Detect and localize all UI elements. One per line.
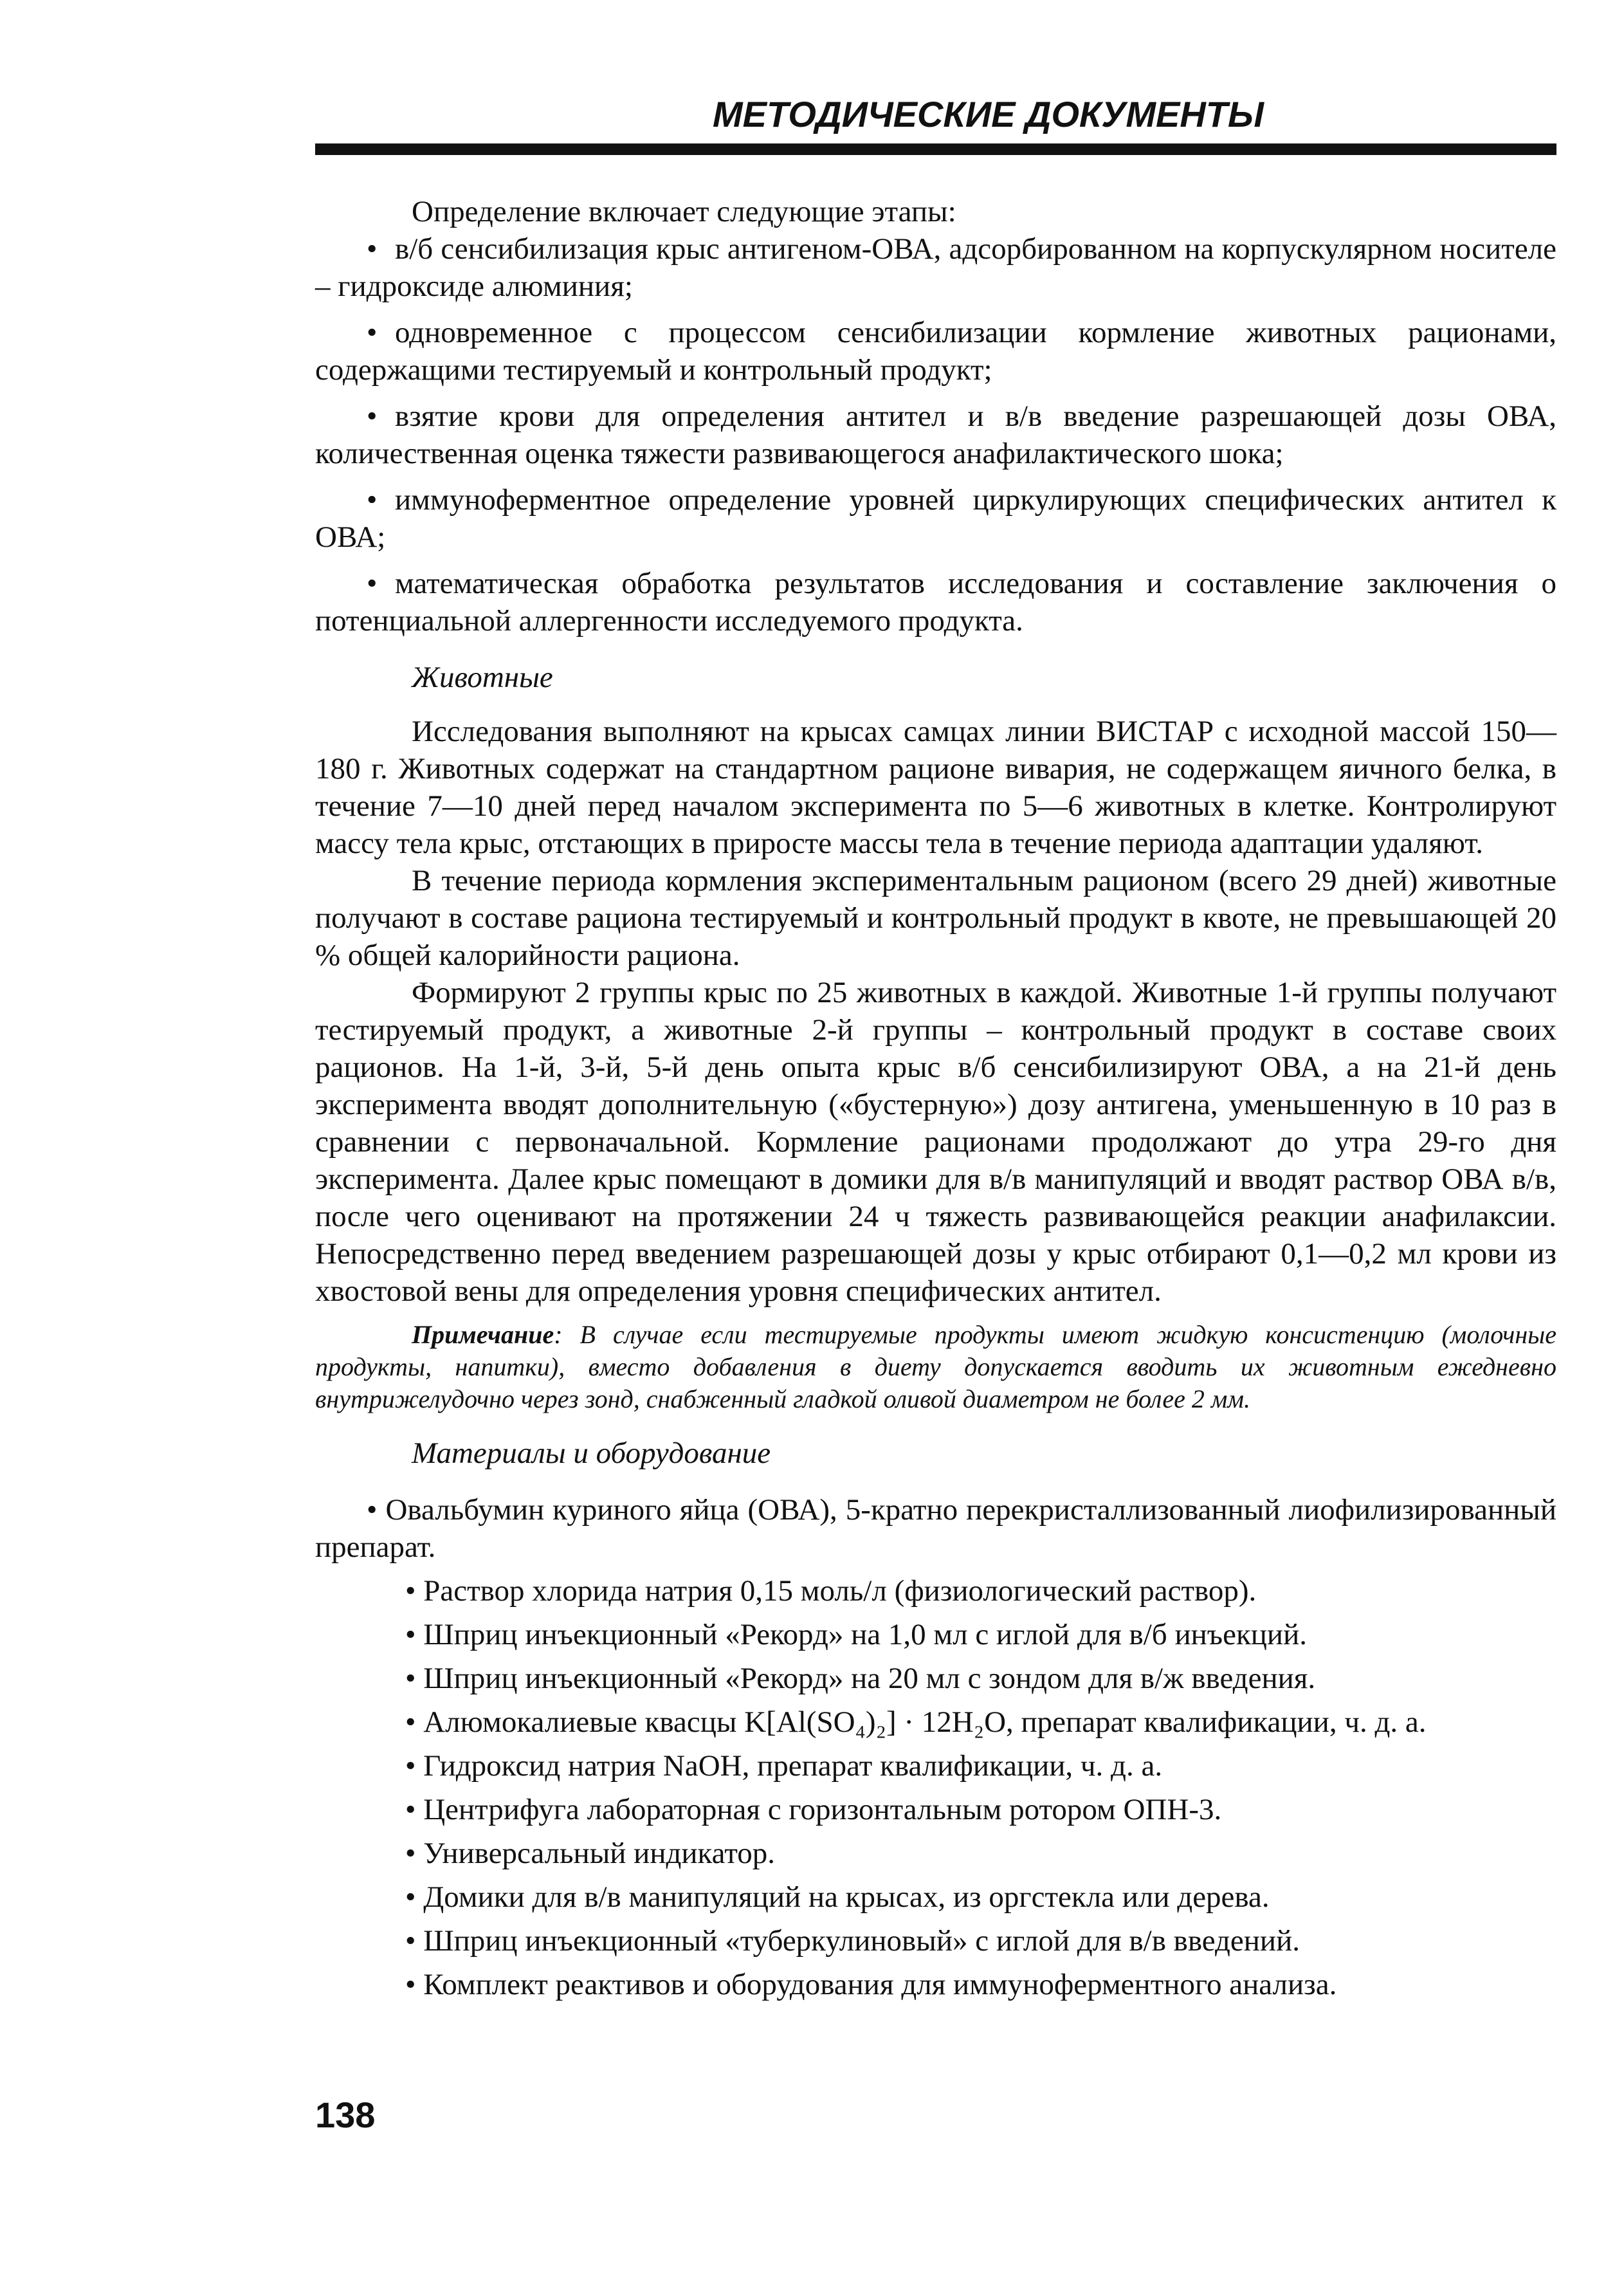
header-rule <box>315 143 1556 155</box>
bullet-icon: • <box>367 483 378 517</box>
bullet-icon: • <box>405 1880 416 1914</box>
stage-item: • взятие крови для определения антител и в/в введение разрешающей дозы ОВА, количественная оценка тяжести развивающегося анафилактического шока; <box>315 398 1556 472</box>
note-label: Примечание <box>412 1320 554 1349</box>
bullet-icon: • <box>405 1618 416 1651</box>
animals-paragraph: В течение периода кормления экспериментальным рационом (всего 29 дней) животные получают в составе рациона тестируемый и контрольный продукт в квоте, не превышающей 20 % общей калорийности рациона. <box>315 864 1556 972</box>
page-number: 138 <box>315 2095 376 2135</box>
stages-list <box>315 230 1556 639</box>
equipment-item: • Алюмокалиевые квасцы K[Al(SO₄)₂] · 12H₂O, препарат квалификации, ч. д. а. <box>405 1705 1427 1739</box>
stage-item: • иммуноферментное определение уровней циркулирующих специфических антител к ОВА; <box>315 481 1556 556</box>
stage-item: • в/б сенсибилизация крыс антигеном-ОВА, адсорбированном на корпускулярном носителе – гидроксиде алюминия; <box>315 230 1556 305</box>
animals-paragraph: Исследования выполняют на крысах самцах линии ВИСТАР с исходной массой 150—180 г. Животных содержат на стандартном рационе вивария, не содержащем яичного белка, в течение 7—10 дней перед началом эксперимента по 5—6 животных в клетке. Контролируют массу тела крыс, отстающих в приросте массы тела в течение периода адаптации удаляют. <box>315 715 1556 860</box>
stage-item: • одновременное с процессом сенсибилизации кормление животных рационами, содержащими тестируемый и контрольный продукт; <box>315 314 1556 389</box>
animals-heading: Животные <box>412 661 553 694</box>
equipment-item: • Раствор хлорида натрия 0,15 моль/л (физиологический раствор). <box>405 1574 1257 1608</box>
equipment-item: • Комплект реактивов и оборудования для иммуноферментного анализа. <box>405 1968 1337 2001</box>
bullet-icon: • <box>405 1793 416 1826</box>
intro-text: Определение включает следующие этапы: <box>412 195 956 228</box>
animals-paragraph: Формируют 2 группы крыс по 25 животных в каждой. Животные 1-й группы получают тестируемый продукт, а животные 2-й группы – контрольный продукт в составе своих рационов. На 1-й, 3-й, 5-й день опыта крыс в/б сенсибилизируют ОВА, а на 21-й день эксперимента вводят дополнительную («бустерную») дозу антигена, уменьшенную в 10 раз в сравнении с первоначальной. Кормление рационами продолжают до утра 29-го дня эксперимента. Далее крыс помещают в домики для в/в манипуляций и вводят раствор ОВА в/в, после чего оценивают на протяжении 24 ч тяжесть развивающейся реакции анафилаксии. Непосредственно перед введением разрешающей дозы у крыс отбирают 0,1—0,2 мл крови из хвостовой вены для определения уровня специфических антител. <box>315 976 1556 1308</box>
equipment-item: • Шприц инъекционный «Рекорд» на 20 мл с зондом для в/ж введения. <box>405 1662 1316 1695</box>
equipment-item: • Овальбумин куриного яйца (ОВА), 5-кратно перекристаллизованный лиофилизированный препарат. <box>315 1493 1557 1564</box>
equipment-item: • Гидроксид натрия NaOH, препарат квалификации, ч. д. а. <box>405 1749 1163 1783</box>
equipment-item: • Домики для в/в манипуляций на крысах, из оргстекла или дерева. <box>405 1880 1270 1914</box>
header-title: МЕТОДИЧЕСКИЕ ДОКУМЕНТЫ <box>712 94 1264 134</box>
bullet-icon: • <box>405 1968 416 2001</box>
bullet-icon: • <box>405 1749 416 1783</box>
equipment-item: • Шприц инъекционный «Рекорд» на 1,0 мл с иглой для в/б инъекций. <box>405 1618 1307 1651</box>
bullet-icon: • <box>405 1705 416 1739</box>
bullet-icon: • <box>367 316 378 349</box>
bullet-icon: • <box>405 1924 416 1958</box>
equipment-item: • Универсальный индикатор. <box>405 1837 775 1870</box>
bullet-icon: • <box>367 567 378 600</box>
bullet-icon: • <box>405 1574 416 1608</box>
bullet-icon: • <box>367 1493 378 1527</box>
note-text: : В случае если тестируемые продукты имеют жидкую консистенцию (молочные продукты, напитки), вместо добавления в диету допускается вводить их животным ежедневно внутрижелудочно через зонд, снабженный гладкой оливой диаметром не более 2 мм. <box>315 1320 1556 1413</box>
equipment-item: • Шприц инъекционный «туберкулиновый» с иглой для в/в введений. <box>405 1924 1300 1958</box>
bullet-icon: • <box>405 1662 416 1695</box>
note <box>315 1319 1556 1415</box>
bullet-icon: • <box>367 399 378 433</box>
equipment-item: • Центрифуга лабораторная с горизонтальным ротором ОПН-3. <box>405 1793 1222 1826</box>
equipment-list <box>315 1491 1556 2003</box>
running-header <box>315 93 1556 158</box>
bullet-icon: • <box>367 232 378 266</box>
page-content <box>315 193 1556 2010</box>
stage-item: • математическая обработка результатов исследования и составление заключения о потенциальной аллергенности исследуемого продукта. <box>315 565 1556 639</box>
equipment-heading: Материалы и оборудование <box>412 1436 771 1470</box>
bullet-icon: • <box>405 1837 416 1870</box>
